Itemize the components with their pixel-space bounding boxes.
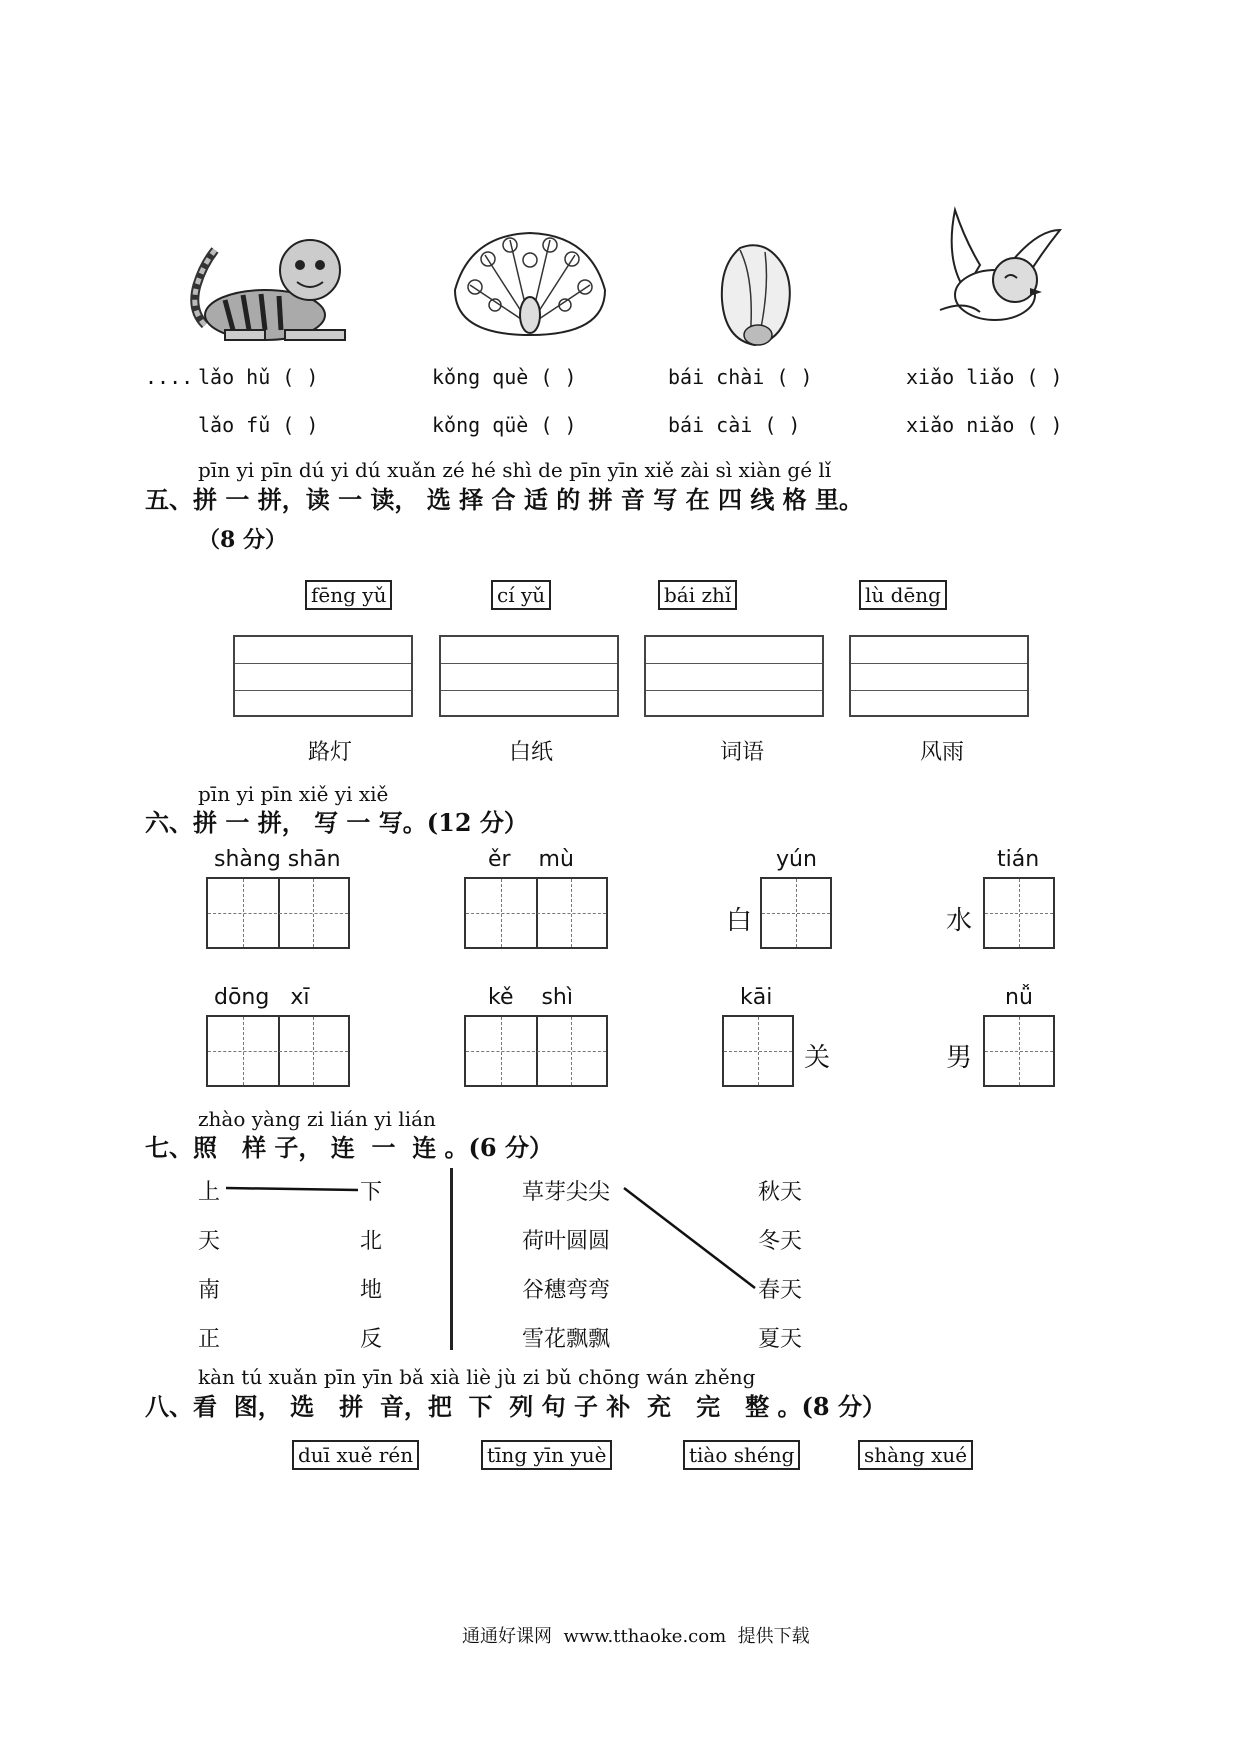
tian-grid[interactable]: [464, 1015, 608, 1087]
tian-grid[interactable]: [760, 877, 832, 949]
sec6-pinyin-label: shàng shān: [214, 847, 341, 872]
sec8-option: duī xuě rén: [292, 1440, 419, 1470]
sec6-pinyin-label: tián: [997, 847, 1040, 872]
sec5-word: 风雨: [920, 740, 965, 765]
tian-grid[interactable]: [464, 877, 608, 949]
sec6-pinyin-label: kě shì: [488, 985, 573, 1010]
match-item[interactable]: 上: [198, 1180, 221, 1205]
peacock-icon: [450, 225, 610, 345]
match-item[interactable]: 草芽尖尖: [522, 1180, 611, 1205]
match-item[interactable]: 冬天: [758, 1229, 803, 1254]
match-item[interactable]: 天: [198, 1229, 221, 1254]
tian-grid[interactable]: [206, 1015, 350, 1087]
sec4-option: kǒng qüè ( ): [432, 413, 577, 437]
match-item[interactable]: 雪花飘飘: [522, 1327, 611, 1352]
match-item[interactable]: 北: [360, 1229, 383, 1254]
sec6-pinyin-label: yún: [776, 847, 817, 872]
sec5-pinyin: pīn yi pīn dú yi dú xuǎn zé hé shì de pīn yīn xiě zài sì xiàn gé lǐ: [198, 458, 832, 482]
sec4-option: lǎo hǔ ( ): [198, 365, 319, 389]
four-line-grid[interactable]: [439, 635, 619, 717]
match-item[interactable]: 反: [360, 1327, 383, 1352]
sec6-title: 六、拼 一 拼， 写 一 写。(12 分）: [145, 808, 528, 837]
match-item[interactable]: 荷叶圆圆: [522, 1229, 611, 1254]
tian-grid[interactable]: [722, 1015, 794, 1087]
sec8-option: tiào shéng: [683, 1440, 800, 1470]
tian-grid[interactable]: [983, 1015, 1055, 1087]
sec5-option: cí yǔ: [491, 580, 551, 610]
match-item[interactable]: 秋天: [758, 1180, 803, 1205]
match-item[interactable]: 夏天: [758, 1327, 803, 1352]
sec6-pinyin-label: kāi: [740, 985, 773, 1010]
sec8-option: tīng yīn yuè: [481, 1440, 612, 1470]
sec4-option: bái chài ( ): [668, 365, 813, 389]
sec4-option: kǒng què ( ): [432, 365, 577, 389]
match-item[interactable]: 春天: [758, 1278, 803, 1303]
sec4-option: bái cài ( ): [668, 413, 801, 437]
sec7-title: 七、照 样 子， 连 一 连 。(6 分）: [145, 1133, 553, 1162]
sec6-pinyin: pīn yi pīn xiě yi xiě: [198, 782, 389, 806]
dot-leader: ....: [145, 365, 194, 389]
match-item[interactable]: 正: [198, 1327, 221, 1352]
sec6-char: 关: [804, 1043, 831, 1073]
tian-grid[interactable]: [983, 877, 1055, 949]
sec4-option: xiǎo liǎo ( ): [906, 365, 1063, 389]
sec4-option: lǎo fǔ ( ): [198, 413, 319, 437]
match-item[interactable]: 谷穗弯弯: [522, 1278, 611, 1303]
sec6-char: 男: [946, 1043, 973, 1073]
sec5-option: fēng yǔ: [305, 580, 392, 610]
footer-text: 通通好课网 www.tthaoke.com 提供下载: [462, 1626, 810, 1647]
cabbage-icon: [710, 240, 800, 350]
sec6-char: 水: [946, 906, 973, 936]
sec5-option: bái zhǐ: [658, 580, 737, 610]
match-item[interactable]: 下: [360, 1180, 383, 1205]
four-line-grid[interactable]: [644, 635, 824, 717]
bird-icon: [925, 200, 1065, 340]
four-line-grid[interactable]: [849, 635, 1029, 717]
tian-grid[interactable]: [206, 877, 350, 949]
sec6-pinyin-label: nǚ: [1005, 985, 1033, 1010]
sec6-pinyin-label: ěr mù: [488, 847, 574, 872]
sec6-pinyin-label: dōng xī: [214, 985, 310, 1010]
match-item[interactable]: 地: [360, 1278, 383, 1303]
sec8-title: 八、看 图， 选 拼 音，把 下 列 句 子 补 充 完 整 。(8 分）: [145, 1392, 886, 1421]
sec5-word: 路灯: [308, 740, 353, 765]
divider-line: [450, 1168, 453, 1350]
sec8-option: shàng xué: [858, 1440, 973, 1470]
sec4-option: xiǎo niǎo ( ): [906, 413, 1063, 437]
sec5-word: 白纸: [509, 740, 554, 765]
sec8-pinyin: kàn tú xuǎn pīn yīn bǎ xià liè jù zi bǔ chōng wán zhěng: [198, 1365, 756, 1389]
four-line-grid[interactable]: [233, 635, 413, 717]
match-item[interactable]: 南: [198, 1278, 221, 1303]
sec5-option: lù dēng: [859, 580, 947, 610]
tiger-icon: [185, 230, 365, 350]
sec6-char: 白: [726, 906, 753, 936]
sec5-title: 五、拼 一 拼，读 一 读， 选 择 合 适 的 拼 音 写 在 四 线 格 里。: [145, 485, 864, 514]
sec5-word: 词语: [720, 740, 765, 765]
sec5-score: （8 分）: [198, 527, 287, 553]
sec7-pinyin: zhào yàng zi lián yi lián: [198, 1107, 436, 1131]
